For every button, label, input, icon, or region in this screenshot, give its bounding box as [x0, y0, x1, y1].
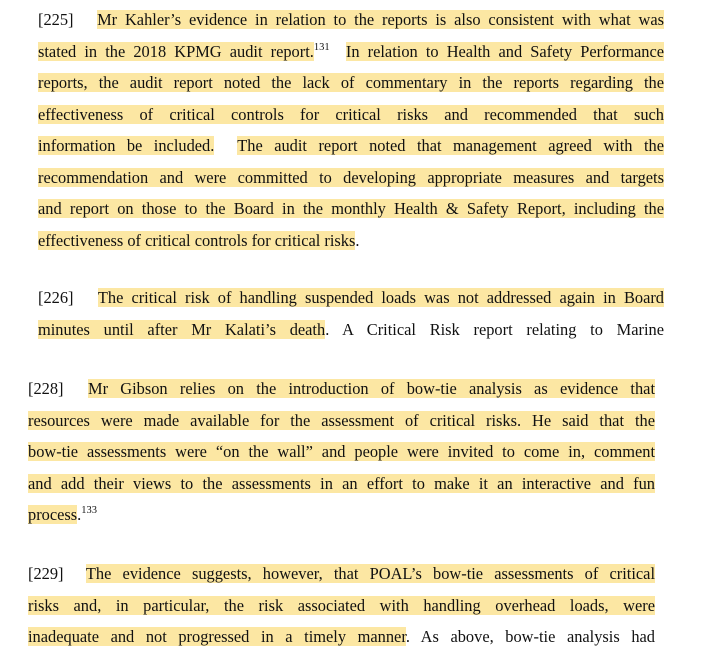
highlighted-text: In relation to Health and Safety Performance [345, 41, 665, 61]
text-line [28, 499, 655, 531]
plain-text: . As above, bow-tie analysis had [405, 627, 655, 646]
text-line [28, 436, 655, 468]
paragraph-number: [229] [28, 564, 64, 583]
text-line [28, 405, 655, 437]
text-line [28, 373, 655, 405]
highlighted-text: reports, the audit report noted the lack of commentary in the reports regarding the [38, 73, 664, 92]
text-line [38, 99, 664, 131]
highlighted-text: information be included. [38, 136, 215, 155]
highlighted-text: effectiveness of critical controls for critical risks [38, 230, 356, 250]
footnote-ref-133[interactable]: 133 [81, 505, 98, 516]
highlighted-text: stated in the 2018 KPMG audit report. [38, 41, 314, 61]
text-line [38, 282, 664, 314]
highlighted-text: and add their views to the assessments in an effort to make it an interactive and fun [28, 473, 655, 493]
text-line [38, 36, 664, 68]
text-line [28, 468, 655, 500]
highlighted-text: Mr Kahler’s evidence in relation to the reports is also consistent with what was [97, 10, 665, 29]
highlighted-text: risks and, in particular, the risk associated with handling overhead loads, were [28, 595, 655, 615]
paragraph-225 [38, 4, 664, 256]
text-line [28, 558, 655, 590]
plain-text: . [355, 230, 360, 250]
highlighted-text: resources were made available for the assessment of critical risks. He said that the [28, 410, 655, 430]
highlighted-text: minutes until after Mr Kalati’s death [38, 319, 326, 339]
paragraph-229 [28, 558, 655, 653]
text-line [38, 162, 664, 194]
paragraph-228 [28, 373, 655, 531]
text-line [38, 4, 664, 36]
highlighted-text: and report on those to the Board in the monthly Health & Safety Report, including the [38, 199, 664, 218]
text-line [38, 67, 664, 99]
text-line [38, 130, 664, 162]
text-line [28, 590, 655, 622]
plain-text: . A Critical Risk report relating to Marine [325, 319, 664, 339]
paragraph-number: [228] [28, 379, 64, 398]
text-line [38, 225, 664, 257]
highlighted-text: inadequate and not progressed in a timely manner [28, 627, 406, 646]
footnote-ref-131[interactable]: 131 [313, 41, 330, 53]
text-line [28, 621, 655, 653]
highlighted-text: The audit report noted that management agreed with the [237, 136, 664, 155]
highlighted-text: The critical risk of handling suspended loads was not addressed again in Board [97, 288, 665, 307]
text-line [38, 314, 664, 346]
highlighted-text: bow-tie assessments were “on the wall” and people were invited to come in, comment [28, 442, 655, 461]
highlighted-text: The evidence suggests, however, that POAL’s bow-tie assessments of critical [85, 564, 655, 583]
highlighted-text: effectiveness of critical controls for critical risks and recommended that such [38, 104, 664, 124]
paragraph-number: [226] [38, 288, 74, 307]
highlighted-text: process [28, 505, 78, 524]
paragraph-number: [225] [38, 10, 74, 29]
text-line [38, 193, 664, 225]
paragraph-226 [38, 282, 664, 345]
plain-text: . [77, 505, 82, 524]
highlighted-text: recommendation and were committed to developing appropriate measures and targets [38, 167, 664, 187]
highlighted-text: Mr Gibson relies on the introduction of bow-tie analysis as evidence that [88, 379, 655, 398]
